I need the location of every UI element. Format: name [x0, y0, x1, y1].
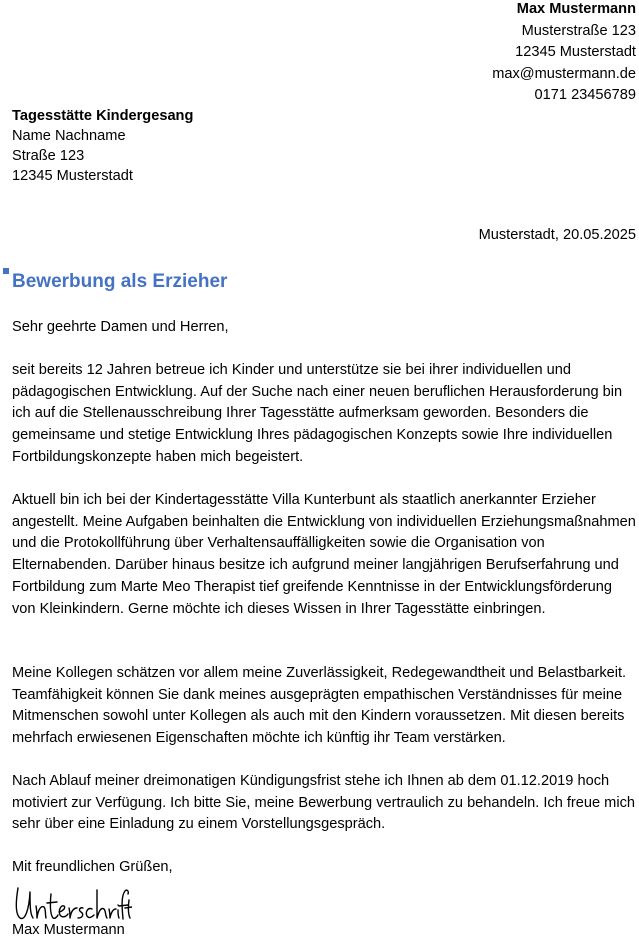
- sender-street: Musterstraße 123: [521, 22, 636, 39]
- signer-name: Max Mustermann: [12, 922, 125, 938]
- letter-subject: Bewerbung als Erzieher: [12, 271, 228, 292]
- sender-block: [492, 0, 636, 107]
- sender-city: 12345 Musterstadt: [515, 44, 636, 61]
- recipient-block: [12, 106, 193, 186]
- recipient-city: 12345 Musterstadt: [12, 168, 133, 184]
- body-paragraph: Nach Ablauf meiner dreimonatigen Kündigungsfrist stehe ich Ihnen ab dem 01.12.2019 hoch motiviert zur Verfügung. Ich bitte Sie, meine Bewerbung vertraulich zu behandeln. Ich freue mich sehr über eine Einladung zu einem Vorstellungsgespräch.: [12, 773, 635, 833]
- sender-email: max@mustermann.de: [492, 65, 636, 82]
- sender-name: Max Mustermann: [516, 1, 636, 17]
- salutation: Sehr geehrte Damen und Herren,: [12, 319, 229, 335]
- body-paragraph: seit bereits 12 Jahren betreue ich Kinder und unterstütze sie bei ihrer individuellen und pädagogischen Entwicklung. Auf der Suche nach einer neuen beruflichen Herausforderung bin ich auf die Stellenausschreibung Ihrer Tagesstätte aufmerksam geworden. Besonders die gemeinsame und stetige Entwicklung Ihres pädagogischen Konzepts sowie Ihre individuellen Fortbildungskonzepte haben mich begeistert.: [12, 362, 623, 465]
- sender-phone: 0171 23456789: [534, 87, 636, 104]
- body-paragraph: Aktuell bin ich bei der Kindertagesstätte Villa Kunterbunt als staatlich anerkannter Erzieher angestellt. Meine Aufgaben beinhalten die Entwicklung von individuellen Erziehungsmaßnahmen und die Protokollführung über Verhaltensauffälligkeiten sowie die Organisation von Elternabenden. Darüber hinaus besitze ich aufgrund meiner langjährigen Berufserfahrung und Fortbildung zum Marte Meo Therapist tief greifende Kenntnisse in der Entwicklungsförderung von Kleinkindern. Gerne möchte ich dieses Wissen in Ihrer Tagesstätte einbringen.: [12, 492, 636, 617]
- closing-formula: Mit freundlichen Grüßen,: [12, 859, 173, 875]
- recipient-org: Tagesstätte Kindergesang: [12, 108, 194, 124]
- heading-marker-icon: [3, 268, 9, 274]
- recipient-contact: Name Nachname: [12, 128, 126, 144]
- body-paragraph: Meine Kollegen schätzen vor allem meine Zuverlässigkeit, Redegewandtheit und Belastbarkeit. Teamfähigkeit können Sie dank meines ausgeprägten empathischen Verständnisses für meine Mitmenschen sowohl unter Kollegen als auch mit den Kindern voraussetzen. Mit diesen bereits mehrfach erwiesenen Eigenschaften möchte ich künftig ihr Team verstärken.: [12, 665, 627, 747]
- recipient-street: Straße 123: [12, 148, 85, 164]
- handwritten-signature: [12, 880, 132, 924]
- letter-date: Musterstadt, 20.05.2025: [478, 227, 636, 243]
